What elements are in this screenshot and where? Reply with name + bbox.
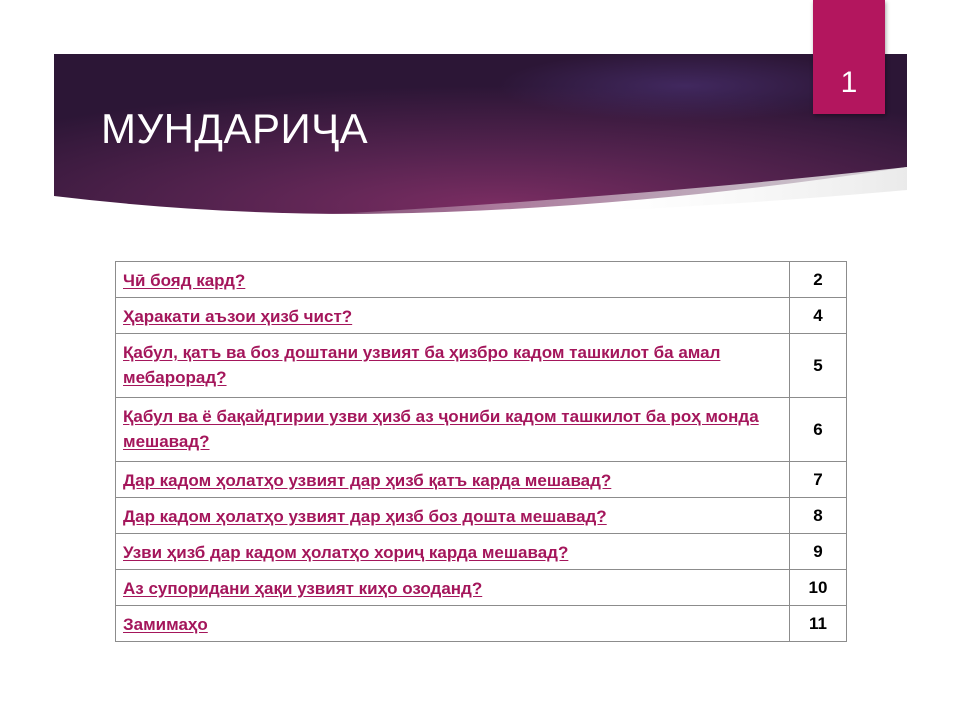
table-of-contents bbox=[115, 261, 847, 642]
toc-entry-link[interactable]: Қабул ва ё бақайдгирии узви ҳизб аз ҷониби кадом ташкилот ба роҳ монда мешавад? bbox=[123, 407, 759, 451]
toc-page-number: 11 bbox=[790, 606, 847, 642]
toc-page-number: 2 bbox=[790, 262, 847, 298]
toc-row bbox=[116, 534, 847, 570]
toc-page-number: 8 bbox=[790, 498, 847, 534]
toc-row bbox=[116, 462, 847, 498]
toc-entry-link[interactable]: Ҳаракати аъзои ҳизб чист? bbox=[123, 307, 353, 326]
toc-entry-cell bbox=[116, 534, 790, 570]
toc-page-number: 10 bbox=[790, 570, 847, 606]
toc-row bbox=[116, 262, 847, 298]
toc-entry-link[interactable]: Замимаҳо bbox=[123, 615, 208, 634]
toc-entry-cell bbox=[116, 398, 790, 462]
slide-title: МУНДАРИҶА bbox=[101, 105, 369, 152]
toc-entry-link[interactable]: Аз супоридани ҳақи узвият киҳо озоданд? bbox=[123, 579, 483, 598]
toc-page-number: 7 bbox=[790, 462, 847, 498]
toc-entry-link[interactable]: Қабул, қатъ ва боз доштани узвият ба ҳизбро кадом ташкилот ба амал мебарорад? bbox=[123, 343, 721, 387]
toc-entry-cell bbox=[116, 462, 790, 498]
toc-entry-link[interactable]: Дар кадом ҳолатҳо узвият дар ҳизб боз дошта мешавад? bbox=[123, 507, 607, 526]
toc-row bbox=[116, 570, 847, 606]
toc-entry-link[interactable]: Дар кадом ҳолатҳо узвият дар ҳизб қатъ карда мешавад? bbox=[123, 471, 612, 490]
toc-page-number: 5 bbox=[790, 334, 847, 398]
toc-row bbox=[116, 498, 847, 534]
toc-entry-link[interactable]: Узви ҳизб дар кадом ҳолатҳо хориҷ карда мешавад? bbox=[123, 543, 569, 562]
toc-page-number: 4 bbox=[790, 298, 847, 334]
toc-entry-cell bbox=[116, 262, 790, 298]
toc-row bbox=[116, 398, 847, 462]
toc-entry-cell bbox=[116, 298, 790, 334]
toc-entry-link[interactable]: Чӣ бояд кард? bbox=[123, 271, 246, 290]
toc-entry-cell bbox=[116, 570, 790, 606]
toc-page-number: 9 bbox=[790, 534, 847, 570]
page-number-badge: 1 bbox=[813, 0, 885, 114]
toc-entry-cell bbox=[116, 498, 790, 534]
toc-entry-cell bbox=[116, 334, 790, 398]
toc-row bbox=[116, 606, 847, 642]
toc-row bbox=[116, 334, 847, 398]
toc-entry-cell bbox=[116, 606, 790, 642]
toc-page-number: 6 bbox=[790, 398, 847, 462]
toc-row bbox=[116, 298, 847, 334]
